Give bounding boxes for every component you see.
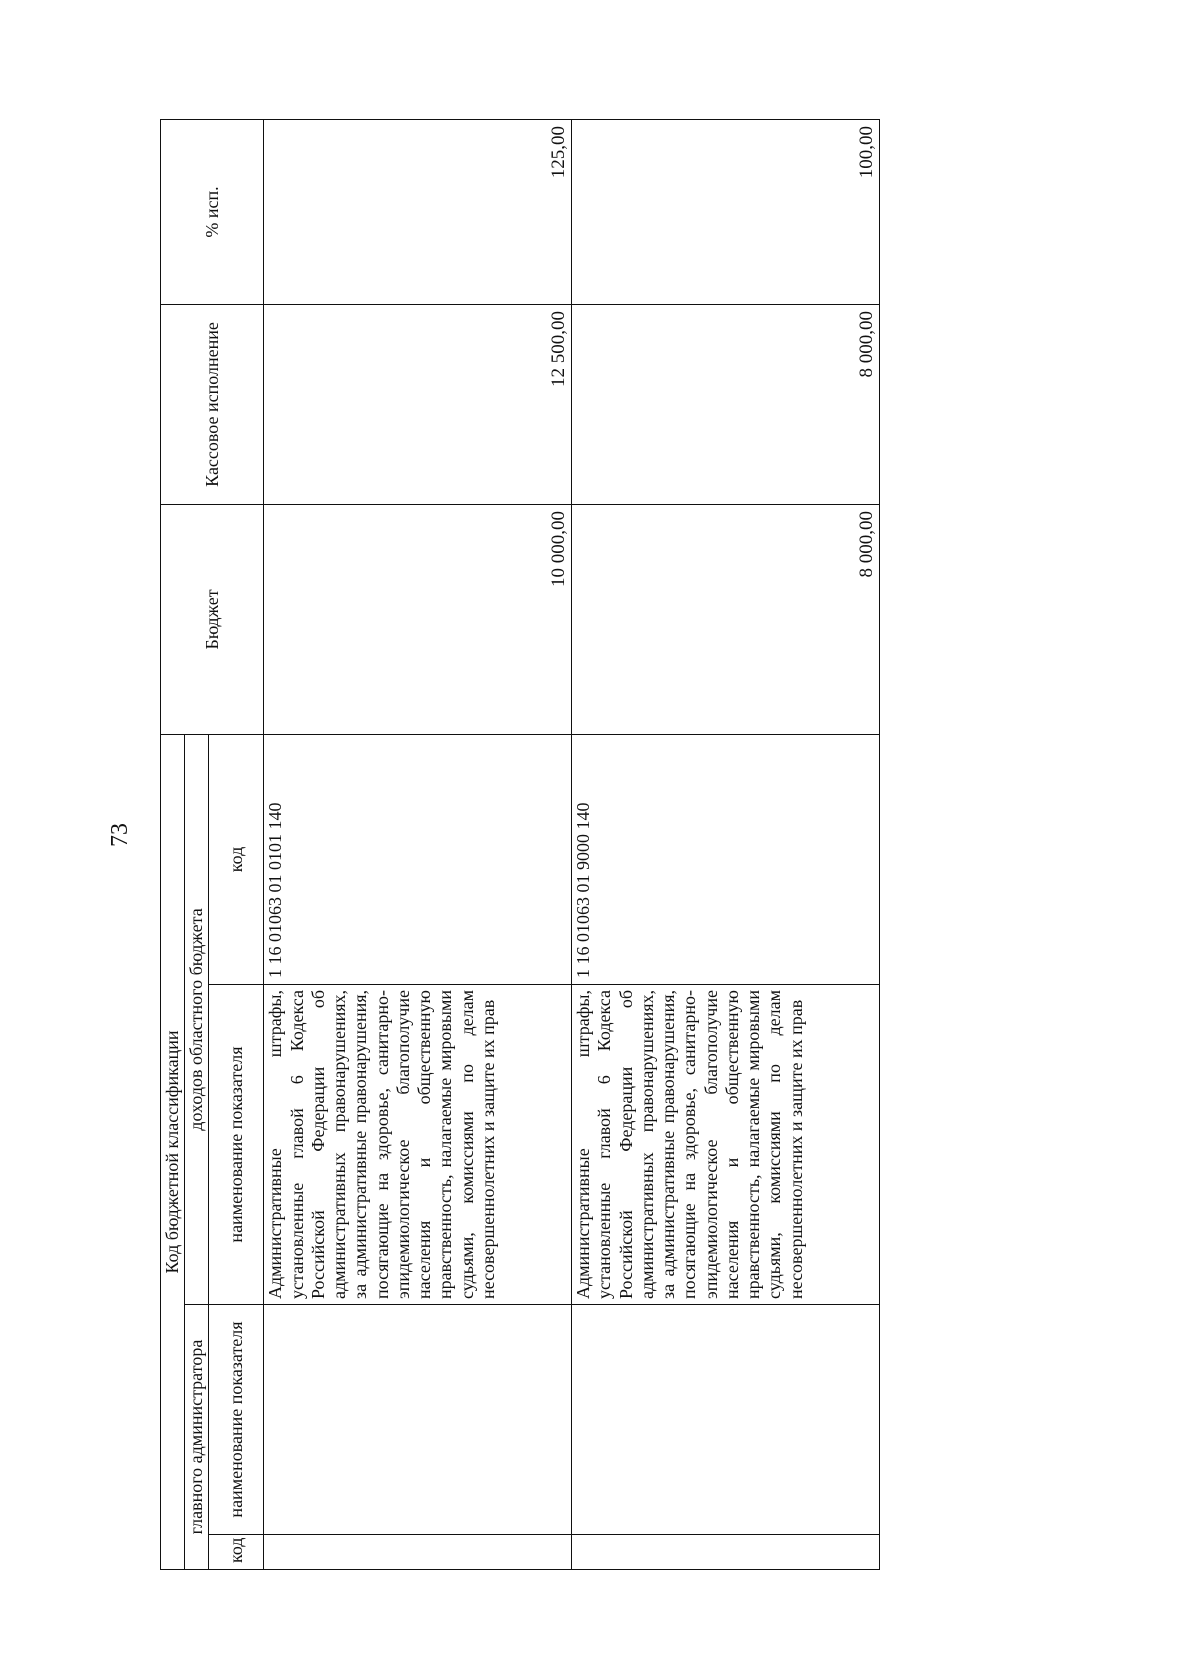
- header-income-indicator: наименование показателя: [209, 985, 264, 1305]
- budget-table: [160, 119, 880, 1570]
- header-admin-indicator: наименование показателя: [209, 1305, 264, 1535]
- header-main-admin: главного администратора: [185, 1305, 209, 1570]
- percent-cell: 125,00: [264, 119, 572, 304]
- header-budget-classification: Код бюджетной классификации: [161, 734, 185, 1569]
- header-cash-execution: Кассовое исполнение: [161, 304, 264, 504]
- header-budget: Бюджет: [161, 504, 264, 734]
- budget-cell: 10 000,00: [264, 504, 572, 734]
- admin-name-cell: [264, 1305, 572, 1535]
- admin-name-cell: [572, 1305, 880, 1535]
- admin-code-cell: [572, 1535, 880, 1570]
- header-admin-code: код: [209, 1535, 264, 1570]
- indicator-name-cell: Административные штрафы, установленные главой 6 Кодекса Российской Федерации об административных правонарушениях, за административные правонарушения, посягающие на здоровье, санитарно-эпидемиологическое благополучие населения и общественную нравственность, налагаемые мировыми судьями, комиссиями по делам несовершеннолетних и защите их прав: [572, 985, 880, 1305]
- header-regional-income: доходов областного бюджета: [185, 734, 209, 1304]
- percent-cell: 100,00: [572, 119, 880, 304]
- header-income-code: код: [209, 734, 264, 984]
- budget-cell: 8 000,00: [572, 504, 880, 734]
- income-code-cell: 1 16 01063 01 0101 140: [264, 734, 572, 984]
- table-row: [264, 119, 572, 1569]
- header-row-1: [161, 119, 185, 1569]
- rotated-table-container: [160, 120, 880, 1570]
- income-code-cell: 1 16 01063 01 9000 140: [572, 734, 880, 984]
- indicator-name-cell: Административные штрафы, установленные главой 6 Кодекса Российской Федерации об административных правонарушениях, за административные правонарушения, посягающие на здоровье, санитарно-эпидемиологическое благополучие населения и общественную нравственность, налагаемые мировыми судьями, комиссиями по делам несовершеннолетних и защите их прав: [264, 985, 572, 1305]
- header-percent: % исп.: [161, 119, 264, 304]
- admin-code-cell: [264, 1535, 572, 1570]
- cash-execution-cell: 8 000,00: [572, 304, 880, 504]
- table-row: [572, 119, 880, 1569]
- cash-execution-cell: 12 500,00: [264, 304, 572, 504]
- page-number: 73: [107, 823, 133, 847]
